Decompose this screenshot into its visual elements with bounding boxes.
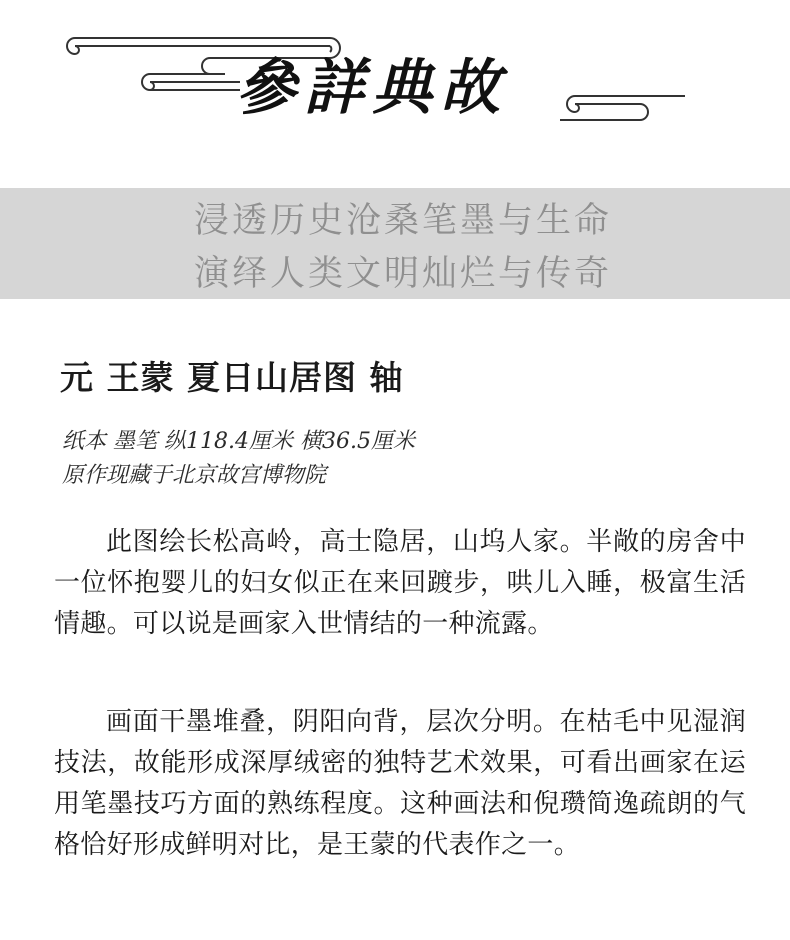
header-title: 參詳典故	[236, 53, 508, 123]
section-header	[0, 0, 790, 160]
artwork-title: 元 王蒙 夏日山居图 轴	[60, 358, 404, 397]
artwork-medium-dimensions: 纸本 墨笔 纵118.4厘米 横36.5厘米	[62, 429, 415, 454]
slogan-banner	[0, 188, 790, 299]
description-paragraph-2: 画面干墨堆叠，阴阳向背，层次分明。在枯毛中见湿润技法，故能形成深厚绒密的独特艺术效果，可看出画家在运用笔墨技巧方面的熟练程度。这种画法和倪瓒简逸疏朗的气格恰好形成鲜明对比，是王蒙的代表作之一。	[54, 707, 746, 860]
slogan-line-2: 演绎人类文明灿烂与传奇	[194, 254, 613, 294]
artwork-collection: 原作现藏于北京故宫博物院	[62, 463, 327, 488]
description-paragraph-1: 此图绘长松高岭，高士隐居，山坞人家。半敞的房舍中一位怀抱婴儿的妇女似正在来回踱步，哄儿入睡，极富生活情趣。可以说是画家入世情结的一种流露。	[54, 527, 746, 639]
slogan-line-1: 浸透历史沧桑笔墨与生命	[194, 201, 613, 241]
